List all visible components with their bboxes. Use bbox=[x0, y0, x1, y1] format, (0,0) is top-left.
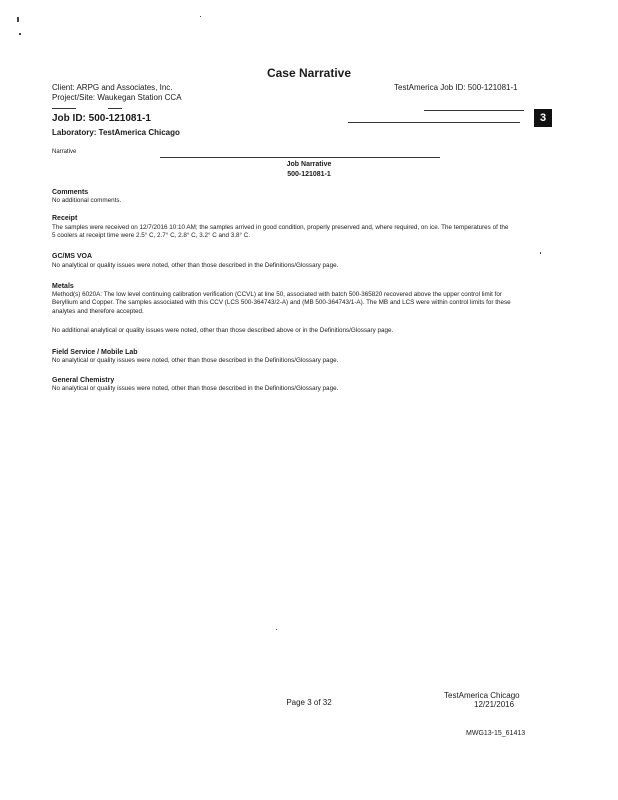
narrative-label: Narrative bbox=[52, 149, 77, 155]
document-code: MWG13-15_61413 bbox=[466, 730, 526, 737]
scan-mark bbox=[276, 629, 277, 630]
section-heading-gcms-voa: GC/MS VOA bbox=[52, 253, 93, 260]
page-title: Case Narrative bbox=[266, 66, 352, 80]
section-text-general-chemistry: No analytical or quality issues were noted, other than those described in the Definitions/Glossary page. bbox=[52, 385, 339, 392]
section-heading-field-service: Field Service / Mobile Lab bbox=[52, 349, 138, 356]
section-text-receipt: The samples were received on 12/7/2016 10:10 AM; the samples arrived in good condition, properly preserved and, where required, on ice. The temperatures of the 5 coolers at receipt time were 2.5° C, 2.7° C, 2.8° C, 3.2° C and 3.8° C. bbox=[52, 224, 509, 240]
scan-mark bbox=[19, 33, 21, 35]
narrative-rule bbox=[160, 157, 440, 158]
section-text-metals: Method(s) 6020A: The low level continuing calibration verification (CCVL) at line 50, associated with batch 500-365820 recovered above the upper control limit for Beryllium and Copper. The samples associated with this CCV (LCS 500-364743/2-A) and (MB 500-364743/1-A). The MB and LCS were within control limits for these analytes and therefore accepted. bbox=[52, 291, 511, 315]
section-text-metals-additional: No additional analytical or quality issues were noted, other than those described above or in the Definitions/Glossary page. bbox=[52, 327, 394, 334]
footer-date: 12/21/2016 bbox=[474, 700, 515, 709]
section-text-gcms-voa: No analytical or quality issues were noted, other than those described in the Definitions/Glossary page. bbox=[52, 262, 339, 269]
short-rule bbox=[108, 108, 122, 109]
section-heading-general-chemistry: General Chemistry bbox=[52, 377, 115, 384]
section-text-field-service: No analytical or quality issues were noted, other than those described in the Definitions/Glossary page. bbox=[52, 357, 339, 364]
scan-mark bbox=[540, 252, 541, 254]
header-rule bbox=[348, 122, 520, 123]
scan-mark bbox=[17, 17, 19, 22]
section-heading-receipt: Receipt bbox=[52, 215, 78, 222]
job-reference: TestAmerica Job ID: 500-121081-1 bbox=[394, 83, 518, 92]
short-rule bbox=[52, 108, 76, 109]
section-tab-badge: 3 bbox=[534, 109, 552, 127]
job-id-heading: Job ID: 500-121081-1 bbox=[52, 113, 151, 124]
footer-company: TestAmerica Chicago bbox=[444, 691, 520, 700]
laboratory-line: Laboratory: TestAmerica Chicago bbox=[52, 128, 180, 137]
section-text-comments: No additional comments. bbox=[52, 197, 122, 204]
page-number: Page 3 of 32 bbox=[286, 698, 332, 707]
section-heading-metals: Metals bbox=[52, 283, 74, 290]
client-line: Client: ARPG and Associates, Inc. bbox=[52, 83, 173, 92]
header-rule bbox=[424, 110, 524, 111]
narrative-job-number: 500-121081-1 bbox=[287, 171, 331, 178]
scan-mark bbox=[200, 16, 201, 17]
section-heading-comments: Comments bbox=[52, 189, 89, 196]
narrative-heading: Job Narrative bbox=[286, 161, 332, 168]
project-line: Project/Site: Waukegan Station CCA bbox=[52, 93, 182, 102]
